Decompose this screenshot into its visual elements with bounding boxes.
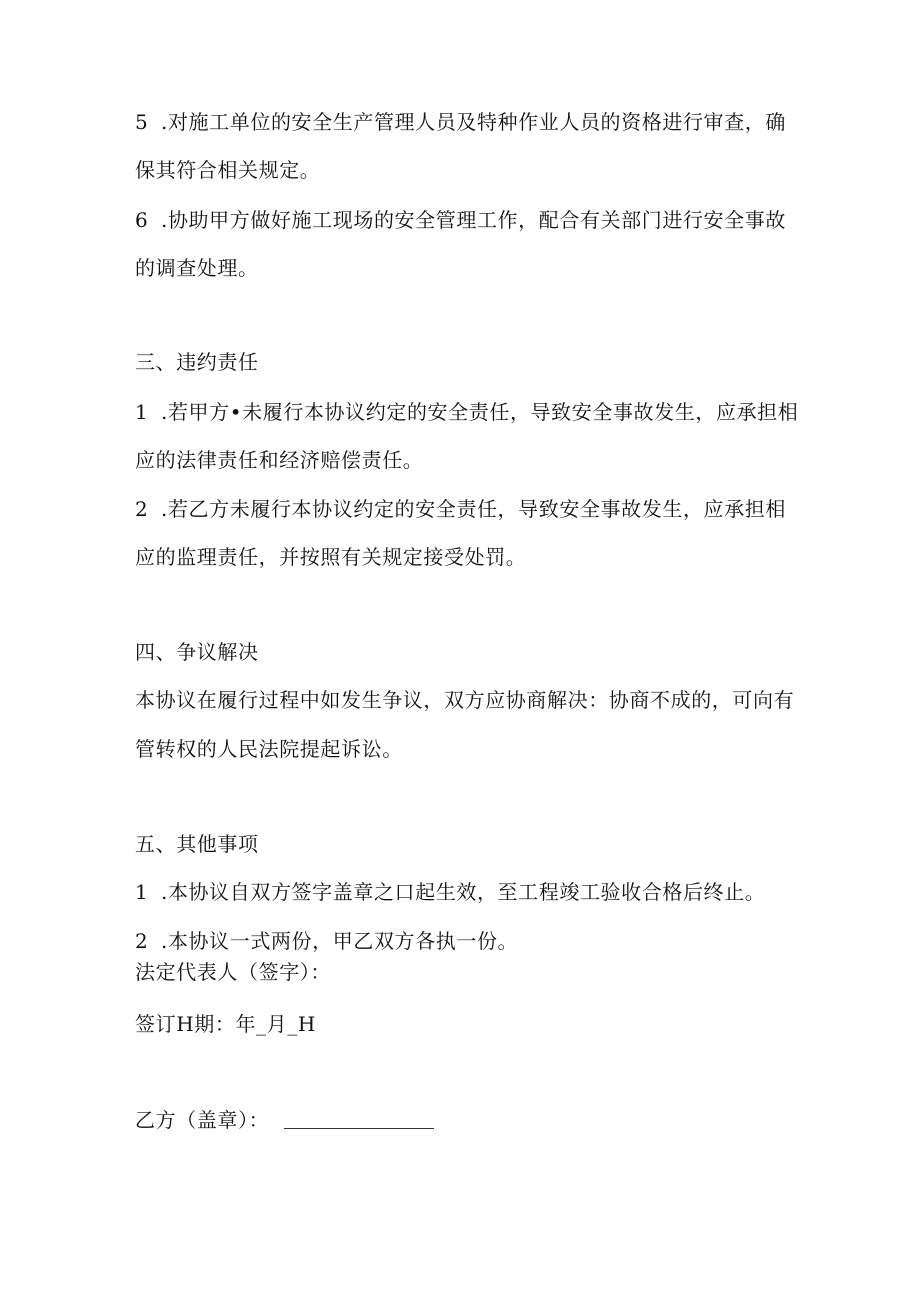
clause-text: .若乙方未履行本协议约定的安全责任，导致安全事故发生，应承担相 [161, 497, 786, 521]
legal-representative-label: 法定代表人（签字）： [135, 960, 331, 984]
clause-text: .若甲方•未履行本协议约定的安全责任，导致安全事故发生，应承担相 [161, 400, 799, 424]
clause-text: .协助甲方做好施工现场的安全管理工作，配合有关部门进行安全事故 [161, 208, 786, 232]
clause-3-1-line-2: 应的法律责任和经济赔偿责任。 [135, 448, 424, 472]
section-4-text-line-1: 本协议在履行过程中如发生争议，双方应协商解决：协商不成的，可向有 [135, 688, 795, 712]
clause-text: .本协议一式两份，甲乙双方各执一份。 [161, 929, 519, 953]
clause-number: 1 [135, 400, 149, 424]
clause-2-6-line-1 [135, 208, 786, 232]
clause-number: 2 [135, 929, 149, 953]
party-b-seal-label: 乙方（盖章）： [135, 1108, 270, 1132]
clause-2-6-line-2: 的调查处理。 [135, 256, 259, 280]
clause-2-5-line-2: 保其符合相关规定。 [135, 158, 321, 182]
clause-number: 6 [135, 208, 149, 232]
section-3-heading: 三、违约责任 [135, 350, 259, 374]
signing-date-label: 签订H期：年_月_H [135, 1012, 316, 1036]
clause-5-1 [135, 880, 765, 904]
clause-number: 5 [135, 110, 149, 134]
clause-3-2-line-2: 应的监理责任，并按照有关规定接受处罚。 [135, 545, 527, 569]
section-4-heading: 四、争议解决 [135, 640, 259, 664]
section-5-heading: 五、其他事项 [135, 832, 259, 856]
section-4-text-line-2: 管转权的人民法院提起诉讼。 [135, 737, 403, 761]
clause-3-2-line-1 [135, 497, 786, 521]
clause-3-1-line-1 [135, 400, 798, 424]
clause-number: 2 [135, 497, 149, 521]
clause-number: 1 [135, 880, 149, 904]
clause-5-2 [135, 929, 518, 953]
clause-text: .本协议自双方签字盖章之口起生效，至工程竣工验收合格后终止。 [161, 880, 766, 904]
clause-text: .对施工单位的安全生产管理人员及特种作业人员的资格进行审查，确 [161, 110, 786, 134]
clause-2-5-line-1 [135, 110, 786, 134]
signature-blank-line [284, 1128, 434, 1129]
